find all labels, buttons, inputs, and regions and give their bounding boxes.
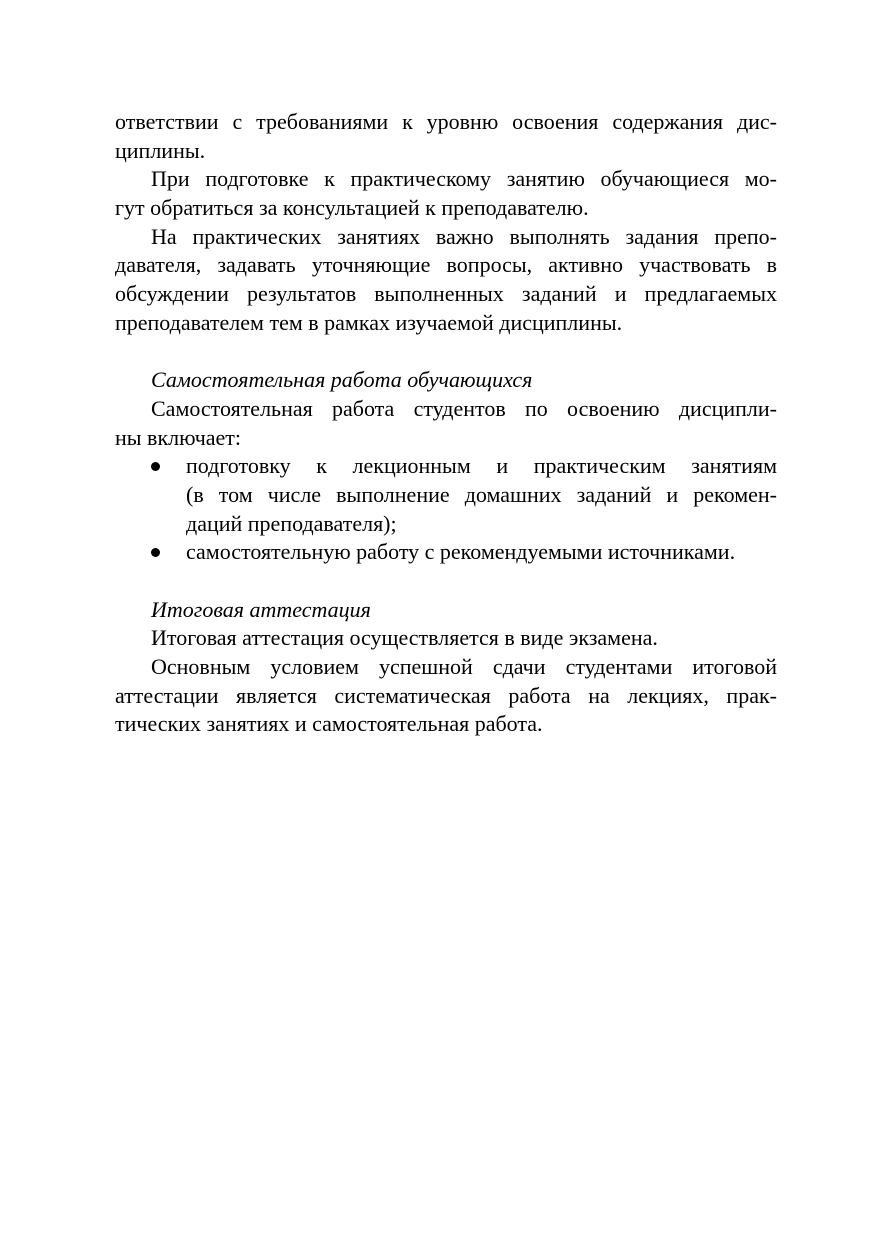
paragraph (115, 108, 777, 165)
text-line: ответствии с требованиями к уровню освоения содержания дис- (115, 109, 777, 134)
text-line: гут обратиться за консультацией к преподавателю. (115, 195, 589, 221)
text-line: даций преподавателя); (186, 510, 397, 536)
text-line: Самостоятельная работа студентов по освоению дисципли- (151, 395, 777, 421)
text-line: На практических занятиях важно выполнять задания препо- (151, 223, 777, 249)
text-line: ны включает: (115, 424, 242, 450)
paragraph (115, 653, 777, 739)
text-line: давателя, задавать уточняющие вопросы, активно участвовать в (115, 252, 777, 278)
text-line: подготовку к лекционным и практическим занятиям (186, 453, 777, 479)
spacer (115, 338, 777, 367)
text-line: самостоятельную работу с рекомендуемыми источниками. (186, 539, 736, 565)
section-heading: Самостоятельная работа обучающихся (151, 367, 533, 393)
text-line: аттестации является систематическая работа на лекциях, прак- (115, 682, 777, 708)
list-item (115, 452, 777, 538)
text-line: тических занятиях и самостоятельная работа. (115, 711, 543, 737)
paragraph (115, 165, 777, 222)
bullet-icon (151, 452, 163, 481)
list-item (115, 538, 777, 567)
text-line: Основным условием успешной сдачи студентами итоговой (151, 654, 777, 680)
paragraph (115, 624, 777, 653)
text-line: обсуждении результатов выполненных заданий и предлагаемых (115, 281, 777, 307)
text-line: циплины. (115, 137, 206, 163)
document-page (115, 108, 777, 739)
paragraph (115, 223, 777, 338)
bullet-icon (151, 538, 163, 567)
text-line: При подготовке к практическому занятию обучающиеся мо- (151, 166, 777, 192)
section-heading: Итоговая аттестация (151, 596, 371, 622)
spacer (115, 567, 777, 596)
text-line: Итоговая аттестация осуществляется в виде экзамена. (151, 625, 658, 651)
paragraph (115, 395, 777, 452)
text-line: преподавателем тем в рамках изучаемой дисциплины. (115, 309, 623, 335)
text-line: (в том числе выполнение домашних заданий и рекомен- (186, 481, 777, 507)
